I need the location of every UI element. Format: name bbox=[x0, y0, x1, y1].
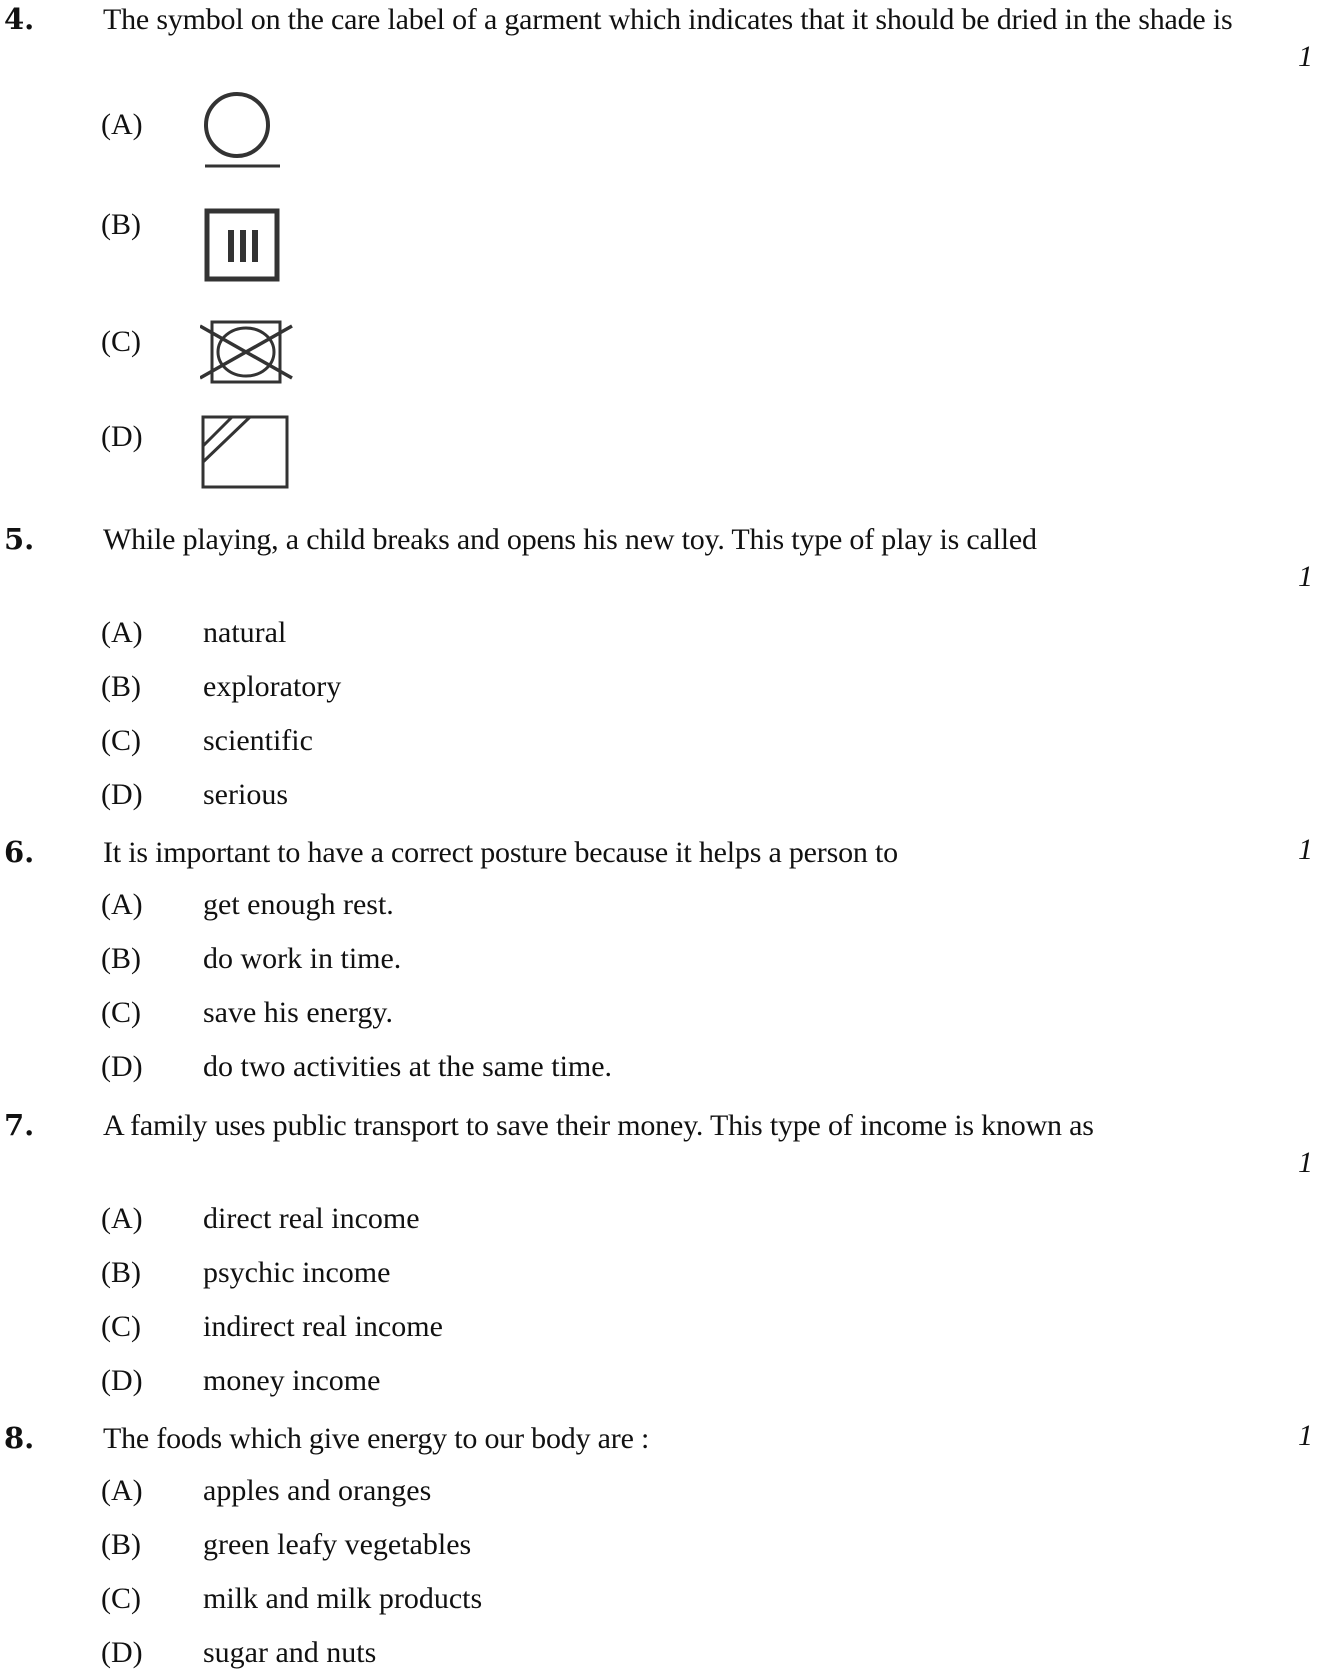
option-c[interactable] bbox=[0, 996, 1323, 1036]
option-label: (D) bbox=[101, 1050, 143, 1083]
option-a[interactable] bbox=[0, 1474, 1323, 1514]
option-text: exploratory bbox=[203, 670, 342, 703]
marks: 1 bbox=[1298, 40, 1313, 73]
question-text: A family uses public transport to save their money. This type of income is known as bbox=[103, 1109, 1094, 1142]
option-a[interactable] bbox=[0, 888, 1323, 928]
option-label: (D) bbox=[101, 420, 143, 453]
option-label: (C) bbox=[101, 724, 141, 757]
option-text: serious bbox=[203, 778, 288, 811]
option-a[interactable] bbox=[0, 616, 1323, 656]
option-label: (C) bbox=[101, 325, 141, 358]
option-b[interactable] bbox=[0, 1256, 1323, 1296]
option-d[interactable] bbox=[0, 1050, 1323, 1090]
option-text: apples and oranges bbox=[203, 1474, 432, 1507]
square-with-three-vertical-lines-icon bbox=[200, 208, 280, 284]
circle-with-underline-icon bbox=[200, 92, 280, 172]
option-text: psychic income bbox=[203, 1256, 391, 1289]
question-text: The symbol on the care label of a garment which indicates that it should be dried in the shade is bbox=[103, 3, 1233, 36]
question-number: 6. bbox=[4, 835, 35, 869]
option-label: (D) bbox=[101, 778, 143, 811]
option-text: direct real income bbox=[203, 1202, 420, 1235]
question-text: While playing, a child breaks and opens his new toy. This type of play is called bbox=[103, 523, 1037, 556]
question-number: 7. bbox=[4, 1108, 35, 1142]
option-c[interactable] bbox=[0, 1582, 1323, 1622]
option-label: (C) bbox=[101, 1310, 141, 1343]
option-label: (A) bbox=[101, 108, 143, 141]
option-c[interactable] bbox=[0, 325, 1323, 365]
option-c[interactable] bbox=[0, 724, 1323, 764]
marks: 1 bbox=[1298, 1146, 1313, 1179]
marks: 1 bbox=[1298, 833, 1313, 866]
option-label: (A) bbox=[101, 1474, 143, 1507]
option-text: do two activities at the same time. bbox=[203, 1050, 613, 1083]
option-b[interactable] bbox=[0, 1528, 1323, 1568]
question-text: It is important to have a correct posture because it helps a person to bbox=[103, 836, 898, 869]
option-label: (C) bbox=[101, 996, 141, 1029]
option-text: scientific bbox=[203, 724, 313, 757]
option-a[interactable] bbox=[0, 108, 1323, 148]
option-b[interactable] bbox=[0, 208, 1323, 248]
option-text: get enough rest. bbox=[203, 888, 394, 921]
option-label: (B) bbox=[101, 670, 141, 703]
option-d[interactable] bbox=[0, 420, 1323, 460]
option-label: (A) bbox=[101, 616, 143, 649]
option-d[interactable] bbox=[0, 1636, 1323, 1676]
marks: 1 bbox=[1298, 1419, 1313, 1452]
option-a[interactable] bbox=[0, 1202, 1323, 1242]
option-text: save his energy. bbox=[203, 996, 393, 1029]
option-d[interactable] bbox=[0, 1364, 1323, 1404]
option-text: indirect real income bbox=[203, 1310, 443, 1343]
option-b[interactable] bbox=[0, 942, 1323, 982]
option-label: (C) bbox=[101, 1582, 141, 1615]
option-label: (A) bbox=[101, 888, 143, 921]
option-label: (A) bbox=[101, 1202, 143, 1235]
question-number: 5. bbox=[4, 522, 35, 556]
option-label: (B) bbox=[101, 1256, 141, 1289]
option-text: green leafy vegetables bbox=[203, 1528, 472, 1561]
crossed-out-tumble-dry-icon bbox=[200, 318, 295, 388]
option-d[interactable] bbox=[0, 778, 1323, 818]
option-text: money income bbox=[203, 1364, 381, 1397]
marks: 1 bbox=[1298, 560, 1313, 593]
option-label: (D) bbox=[101, 1364, 143, 1397]
option-text: do work in time. bbox=[203, 942, 402, 975]
option-label: (B) bbox=[101, 208, 141, 241]
square-with-diagonal-corner-lines-icon bbox=[200, 414, 290, 490]
option-label: (D) bbox=[101, 1636, 143, 1669]
option-text: sugar and nuts bbox=[203, 1636, 377, 1669]
question-number: 8. bbox=[4, 1421, 35, 1455]
option-c[interactable] bbox=[0, 1310, 1323, 1350]
option-label: (B) bbox=[101, 942, 141, 975]
option-b[interactable] bbox=[0, 670, 1323, 710]
question-number: 4. bbox=[4, 2, 35, 36]
option-text: natural bbox=[203, 616, 287, 649]
option-text: milk and milk products bbox=[203, 1582, 483, 1615]
question-text: The foods which give energy to our body are : bbox=[103, 1422, 650, 1455]
option-label: (B) bbox=[101, 1528, 141, 1561]
